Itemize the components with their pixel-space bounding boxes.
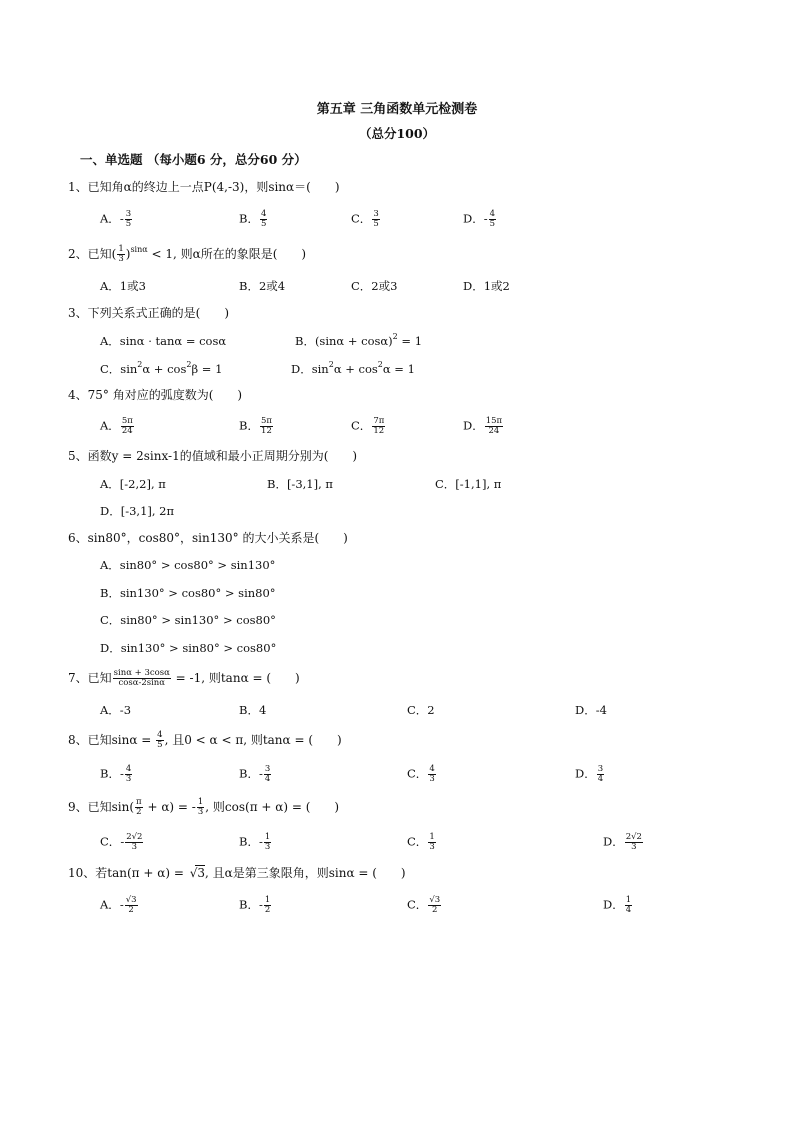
- q9-option-a[interactable]: C．- $\frac{2√2}{3}$: [100, 832, 143, 852]
- question-2-stem: 2、已知( $\frac{1}{3}$ )$^{sin\alpha}$ < 1, 则α所在的象限是( ): [68, 244, 307, 264]
- q7-option-c[interactable]: C．2: [407, 703, 435, 717]
- fraction: $\frac{4}{5}$: [489, 209, 496, 229]
- question-10-stem: 10、若tan(π + α) = √ 3, 且α是第三象限角，则sinα = ( ): [68, 865, 406, 881]
- fraction: $\frac{\pi}{2}$: [136, 797, 142, 817]
- q5-option-d[interactable]: D．[-3,1], 2π: [100, 504, 175, 518]
- q2-option-a[interactable]: A．1或3: [100, 279, 146, 293]
- question-1-stem: 1、已知角α的终边上一点P(4,-3)，则sinα＝( ): [68, 180, 340, 194]
- q4-option-d[interactable]: D． $\frac{15\pi}{24}$: [463, 416, 503, 436]
- fraction: $\frac{7\pi}{12}$: [373, 416, 385, 436]
- page-title: 第五章 三角函数单元检测卷: [316, 102, 478, 117]
- fraction: $\frac{2√2}{3}$: [126, 832, 143, 852]
- fraction: $\frac{15\pi}{24}$: [485, 416, 503, 436]
- question-5-stem: 5、函数y = 2sinx-1的值域和最小正周期分别为( ): [68, 449, 358, 463]
- section-heading: 一、单选题 （每小题6 分，总分60 分）: [80, 152, 307, 167]
- q9-option-b[interactable]: B．- $\frac{1}{3}$: [239, 832, 271, 852]
- fraction: $\frac{4}{3}$: [429, 764, 435, 784]
- q3-option-b[interactable]: B．$(\sin\alpha + \cos\alpha)^2 = 1$: [295, 332, 423, 348]
- q6-option-a[interactable]: A．sin80° > cos80° > sin130°: [100, 558, 276, 572]
- question-7-stem: 7、已知 $\frac{\sin\alpha + 3\cos\alpha}{\cos\alpha-2\sin\alpha}$ = -1, 则tanα = ( ): [68, 668, 300, 688]
- q5-option-c[interactable]: C．[-1,1], π: [435, 477, 502, 491]
- q4-option-b[interactable]: B． $\frac{5\pi}{12}$: [239, 416, 272, 436]
- q10-option-a[interactable]: A．- $\frac{√3}{2}$: [100, 895, 137, 915]
- question-8-stem: 8、已知sinα = $\frac{4}{5}$ , 且0 < α < π, 则tanα = ( ): [68, 730, 342, 750]
- fraction: $\frac{1}{3}$: [118, 244, 124, 264]
- fraction: $\frac{\sin\alpha + 3\cos\alpha}{\cos\alpha-2\sin\alpha}$: [113, 668, 170, 688]
- fraction: $\frac{5\pi}{12}$: [260, 416, 272, 436]
- fraction: $\frac{1}{3}$: [264, 832, 271, 852]
- fraction: $\frac{3}{4}$: [597, 764, 604, 784]
- q10-option-c[interactable]: C． $\frac{√3}{2}$: [407, 895, 441, 915]
- fraction: $\frac{4}{5}$: [157, 730, 163, 750]
- q2-option-b[interactable]: B．2或4: [239, 279, 286, 293]
- fraction: $\frac{1}{3}$: [197, 797, 204, 817]
- q10-option-b[interactable]: B．- $\frac{1}{2}$: [239, 895, 271, 915]
- fraction: $\frac{3}{5}$: [125, 209, 132, 229]
- q4-option-c[interactable]: C． $\frac{7\pi}{12}$: [351, 416, 385, 436]
- q2-option-c[interactable]: C．2或3: [351, 279, 398, 293]
- fraction: $\frac{√3}{2}$: [125, 895, 137, 915]
- q5-option-b[interactable]: B．[-3,1], π: [267, 477, 333, 491]
- q8-option-b[interactable]: B．- $\frac{3}{4}$: [239, 764, 271, 784]
- q6-option-d[interactable]: D．sin130° > sin80° > cos80°: [100, 641, 277, 655]
- fraction: $\frac{1}{3}$: [429, 832, 435, 852]
- q9-option-d[interactable]: D． $\frac{2√2}{3}$: [603, 832, 642, 852]
- q6-option-c[interactable]: C．sin80° > sin130° > cos80°: [100, 613, 276, 627]
- q2-option-d[interactable]: D．1或2: [463, 279, 510, 293]
- page-subtitle: （总分100）: [358, 126, 436, 141]
- q7-option-a[interactable]: A．-3: [100, 703, 132, 717]
- q8-option-c[interactable]: C． $\frac{4}{3}$: [407, 764, 435, 784]
- fraction: $\frac{5\pi}{24}$: [121, 416, 133, 436]
- q1-option-a[interactable]: A．- $\frac{3}{5}$: [100, 209, 132, 229]
- fraction: $\frac{1}{4}$: [625, 895, 632, 915]
- q3-option-a[interactable]: A．sinα · tanα = cosα: [100, 334, 227, 348]
- q7-option-b[interactable]: B．4: [239, 703, 267, 717]
- question-9-stem: 9、已知sin( $\frac{\pi}{2}$ + α) = - $\frac{1}{3}$ , 则cos(π + α) = ( ): [68, 797, 340, 817]
- q4-option-a[interactable]: A． $\frac{5\pi}{24}$: [100, 416, 133, 436]
- question-4-stem: 4、75° 角对应的弧度数为( ): [68, 388, 243, 402]
- fraction: $\frac{2√2}{3}$: [625, 832, 642, 852]
- fraction: $\frac{3}{4}$: [264, 764, 271, 784]
- q10-option-d[interactable]: D． $\frac{1}{4}$: [603, 895, 632, 915]
- question-6-stem: 6、sin80°，cos80°，sin130° 的大小关系是( ): [68, 531, 348, 545]
- question-3-stem: 3、下列关系式正确的是( ): [68, 306, 229, 320]
- fraction: $\frac{4}{3}$: [125, 764, 132, 784]
- q6-option-b[interactable]: B．sin130° > cos80° > sin80°: [100, 586, 276, 600]
- q5-option-a[interactable]: A．[-2,2], π: [100, 477, 166, 491]
- q1-option-b[interactable]: B． $\frac{4}{5}$: [239, 209, 267, 229]
- q1-option-d[interactable]: D．- $\frac{4}{5}$: [463, 209, 496, 229]
- fraction: $\frac{4}{5}$: [260, 209, 267, 229]
- fraction: $\frac{√3}{2}$: [429, 895, 441, 915]
- q8-option-d[interactable]: D． $\frac{3}{4}$: [575, 764, 604, 784]
- q8-option-a[interactable]: B．- $\frac{4}{3}$: [100, 764, 132, 784]
- fraction: $\frac{1}{2}$: [264, 895, 271, 915]
- q3-option-c[interactable]: C．$\sin^2\alpha + \cos^2\beta = 1$: [100, 360, 223, 376]
- q3-option-d[interactable]: D．$\sin^2\alpha + \cos^2\alpha = 1$: [291, 360, 415, 376]
- q1-option-c[interactable]: C． $\frac{3}{5}$: [351, 209, 379, 229]
- fraction: $\frac{3}{5}$: [373, 209, 379, 229]
- q9-option-c[interactable]: C． $\frac{1}{3}$: [407, 832, 435, 852]
- q7-option-d[interactable]: D．-4: [575, 703, 607, 717]
